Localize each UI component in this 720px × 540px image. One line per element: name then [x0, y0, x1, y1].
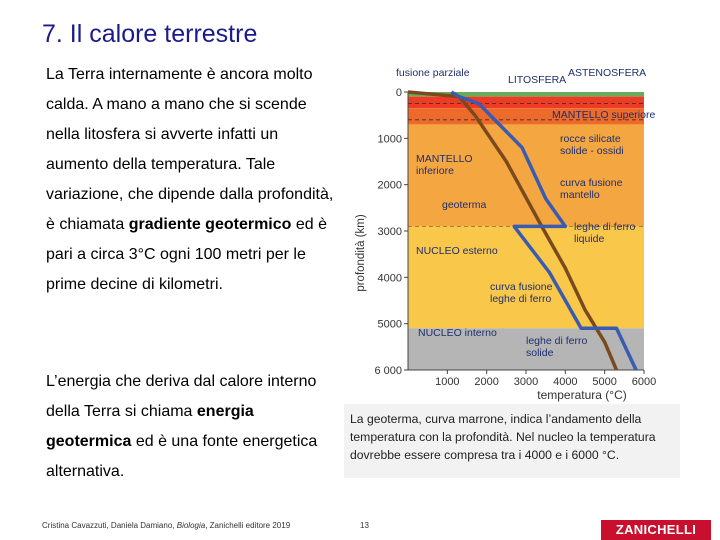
geotherm-chart	[346, 58, 686, 408]
annotation-line: leghe di ferro	[490, 293, 552, 305]
x-tick-label: 2000	[474, 376, 499, 388]
annotation-10	[490, 281, 553, 305]
annotation-line: mantello	[560, 189, 600, 201]
y-tick-label: 0	[395, 87, 402, 99]
x-tick-label: 5000	[592, 376, 617, 388]
annotation-line: curva fusione	[490, 281, 553, 293]
paragraph-gradient-text-end: ed è pari a circa 3°C ogni 100 metri per le prime decine di kilometri.	[46, 216, 328, 293]
term-energia-geotermica: energia geotermica	[46, 403, 254, 450]
annotation-3: MANTELLO superiore	[552, 109, 656, 121]
annotation-line: solide	[526, 347, 554, 359]
annotation-line: curva fusione	[560, 177, 623, 189]
annotation-line: inferiore	[416, 165, 454, 177]
x-tick-label: 3000	[513, 376, 539, 388]
paragraph-energy	[46, 367, 336, 487]
x-tick-label: 4000	[553, 376, 578, 388]
footer-book-title: Biologia	[176, 521, 206, 530]
page-number: 13	[360, 521, 369, 530]
annotation-4	[560, 133, 624, 157]
slide-title: 7. Il calore terrestre	[42, 20, 258, 48]
x-axis-label: temperatura (°C)	[537, 388, 627, 402]
y-tick-label: 4000	[377, 272, 402, 285]
footer-credits	[42, 521, 290, 530]
term-gradiente-geotermico: gradiente geotermico	[128, 216, 292, 233]
annotation-line: leghe di ferro	[574, 221, 636, 233]
annotation-1: LITOSFERA	[508, 74, 567, 86]
paragraph-energy-text: L’energia che deriva dal calore interno della Terra si chiama	[46, 373, 317, 420]
annotation-line: rocce silicate	[560, 133, 621, 145]
paragraph-gradient	[46, 60, 336, 300]
footer-authors: Cristina Cavazzuti, Daniela Damiano,	[42, 521, 177, 530]
publisher-logo: ZANICHELLI	[601, 520, 711, 540]
annotation-line: MANTELLO	[416, 153, 473, 165]
y-tick-label: 2000	[377, 179, 402, 192]
y-axis-label: profondità (km)	[355, 214, 367, 292]
geotherm-chart-svg	[346, 58, 686, 408]
y-tick-label: 3000	[377, 226, 402, 238]
annotation-7: geoterma	[442, 199, 487, 211]
annotation-0: fusione parziale	[396, 67, 470, 79]
paragraph-gradient-text: La Terra internamente è ancora molto calda. A mano a mano che si scende nella litosfera si avverte infatti un aumento della temperatura. Tale variazione, che dipende dalla profondità, è chiamata	[46, 66, 334, 233]
y-tick-label: 5000	[377, 318, 402, 331]
paragraph-energy-text-end: ed è una fonte energetica alternativa.	[46, 433, 318, 480]
annotation-line: liquide	[574, 233, 605, 245]
footer-publisher: , Zanichelli editore 2019	[205, 521, 291, 530]
layer-band-1	[408, 97, 644, 109]
annotation-2: ASTENOSFERA	[568, 67, 647, 79]
x-tick-label: 1000	[435, 376, 460, 388]
y-tick-label: 1000	[377, 133, 402, 146]
annotation-9: NUCLEO esterno	[416, 245, 498, 257]
annotation-11: NUCLEO interno	[418, 327, 497, 339]
y-tick-label: 6 000	[374, 365, 402, 377]
annotation-line: leghe di ferro	[526, 335, 588, 347]
x-tick-label: 6000	[631, 376, 657, 388]
annotation-line: solide - ossidi	[560, 145, 624, 157]
chart-caption: La geoterma, curva marrone, indica l’andamento della temperatura con la profondità. Nel nucleo la temperatura dovrebbe essere compresa tra i 4000 e i 6000 °C.	[344, 404, 680, 478]
